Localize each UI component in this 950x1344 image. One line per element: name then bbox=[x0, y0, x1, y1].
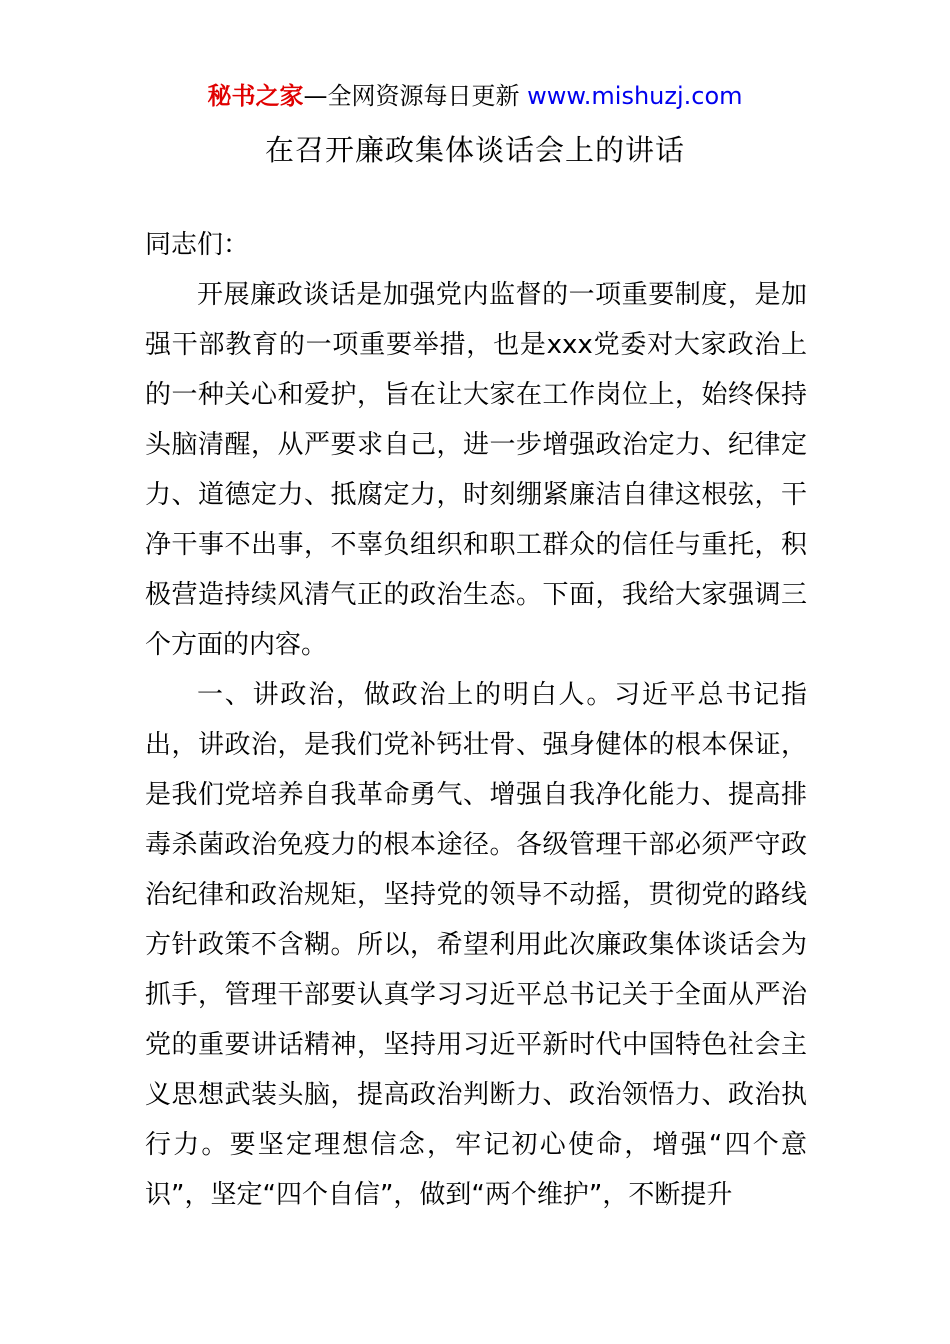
salutation: 同志们： bbox=[145, 230, 250, 260]
paragraph-section-one: 一、讲政治，做政治上的明白人。习近平总书记指出，讲政治，是我们党补钙壮骨、强身健体的根本保证，是我们党培养自我革命勇气、增强自我净化能力、提高排毒杀菌政治免疫力的根本途径。各级管理干部必须严守政治纪律和政治规矩，坚持党的领导不动摇，贯彻党的路线方针政策不含糊。所以，希望利用此次廉政集体谈话会为抓手，管理干部要认真学习习近平总书记关于全面从严治党的重要讲话精神，坚持用习近平新时代中国特色社会主义思想武装头脑，提高政治判断力、政治领悟力、政治执行力。要坚定理想信念，牢记初心使命，增强“四个意识”，坚定“四个自信”，做到“两个维护”，不断提升 bbox=[145, 680, 807, 1210]
header-tagline: —全网资源每日更新 bbox=[303, 82, 528, 110]
brand-name: 秘书之家 bbox=[207, 82, 304, 110]
site-url-link[interactable]: www.mishuzj.com bbox=[527, 82, 743, 110]
document-title: 在召开廉政集体谈话会上的讲话 bbox=[264, 133, 685, 167]
document-body bbox=[145, 220, 807, 1220]
site-header bbox=[0, 78, 950, 114]
paragraph-intro: 开展廉政谈话是加强党内监督的一项重要制度，是加强干部教育的一项重要举措，也是xxx党委对大家政治上的一种关心和爱护，旨在让大家在工作岗位上，始终保持头脑清醒，从严要求自己，进一步增强政治定力、纪律定力、道德定力、抵腐定力，时刻绷紧廉洁自律这根弦，干净干事不出事，不辜负组织和职工群众的信任与重托，积极营造持续风清气正的政治生态。下面，我给大家强调三个方面的内容。 bbox=[145, 280, 807, 660]
